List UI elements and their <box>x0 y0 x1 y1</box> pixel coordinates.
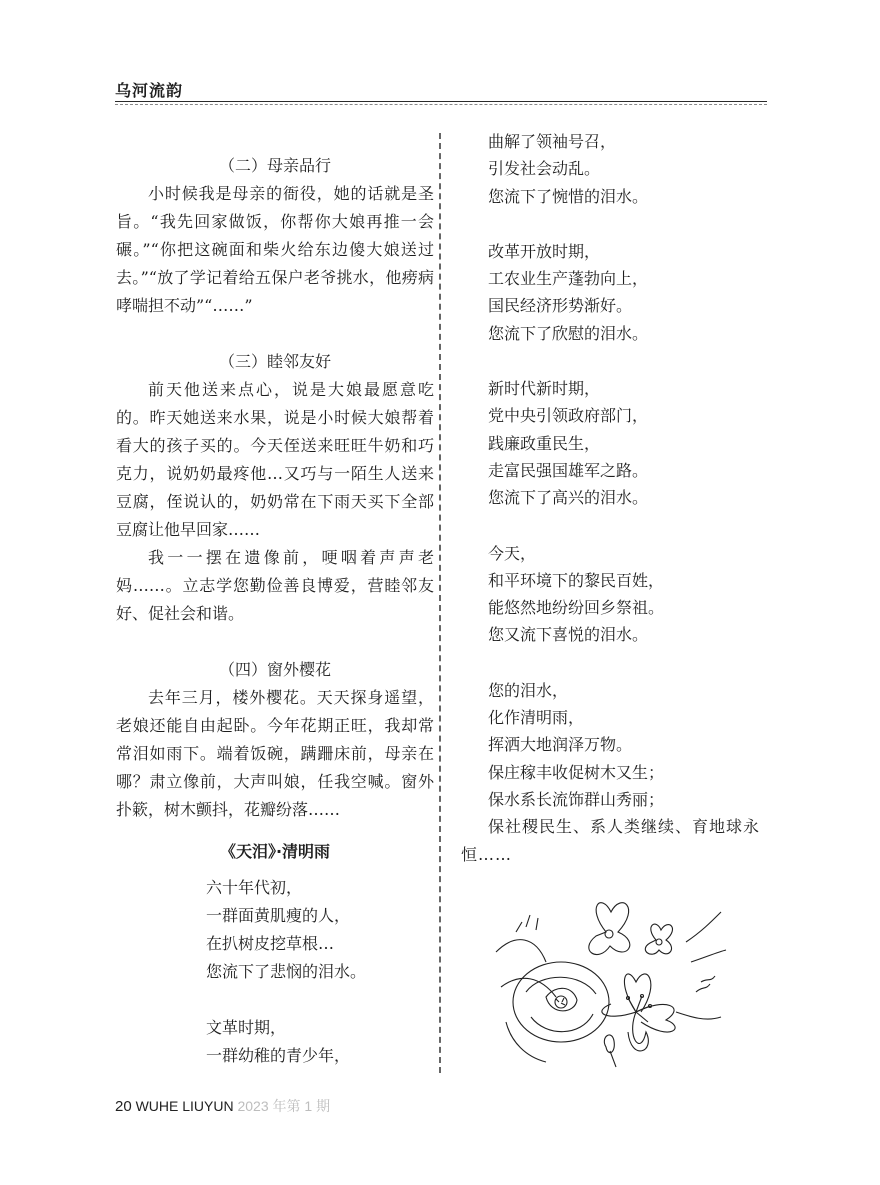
poem-line: 六十年代初， <box>206 878 303 897</box>
magazine-name: WUHE LIUYUN <box>135 1098 234 1114</box>
poem-line: 您流下了欣慰的泪水。 <box>488 323 649 343</box>
poem-title: 《天泪》·清明雨 <box>219 842 331 861</box>
poem-line: 工农业生产蓬勃向上， <box>488 269 649 289</box>
poem-line: 保水系长流饰群山秀丽； <box>488 789 665 809</box>
poem-line: 挥洒大地润泽万物。 <box>488 735 633 755</box>
paragraph: 我一一摆在遗像前，哽咽着声声老妈……。立志学您勤俭善良博爱，营睦邻友好、促社会和谐。 <box>116 548 434 623</box>
section-title: （三）睦邻友好 <box>218 352 331 371</box>
poem-line: 国民经济形势渐好。 <box>488 296 633 316</box>
flower-illustration-icon <box>486 892 730 1070</box>
section-title: （二）母亲品行 <box>218 156 331 175</box>
header-rule-dashed <box>115 104 767 105</box>
paragraph: 去年三月，楼外樱花。天天探身遥望，老娘还能自由起卧。今年花期正旺，我却常常泪如雨下。端着饭碗，蹒跚床前，母亲在哪？肃立像前，大声叫娘，任我空喊。窗外扑簌，树木颤抖，花瓣纷落…… <box>116 688 434 819</box>
footer <box>115 1096 330 1116</box>
left-column <box>116 152 434 1070</box>
poem-line: 保社稷民生、系人类继续、育地球永恒…… <box>461 817 761 864</box>
section-title: （四）窗外樱花 <box>218 660 331 679</box>
poem-line: 践廉政重民生， <box>488 433 601 453</box>
poem-line: 您的泪水， <box>488 680 569 700</box>
poem-line: 引发社会动乱。 <box>488 159 601 179</box>
poem-line: 曲解了领袖号召， <box>488 132 617 151</box>
poem-line: 党中央引领政府部门， <box>488 406 649 426</box>
poem-line: 您流下了悲悯的泪水。 <box>206 962 367 981</box>
poem-line: 走富民强国雄军之路。 <box>488 460 649 480</box>
poem-line: 保庄稼丰收促树木又生； <box>488 762 665 782</box>
poem-line: 文革时期， <box>206 1018 287 1037</box>
page-number: 20 <box>115 1098 132 1115</box>
paragraph: 小时候我是母亲的衙役，她的话就是圣旨。“我先回家做饭，你帮你大娘再推一会碾。”“你把这碗面和柴火给东边傻大娘送过去。”“放了学记着给五保户老爷挑水，他痨病哮喘担不动”“……” <box>116 184 434 315</box>
poem-line: 今天， <box>488 543 537 563</box>
column-divider <box>439 133 441 1073</box>
poem-line: 一群幼稚的青少年， <box>206 1046 351 1065</box>
issue-label: 2023 年第 1 期 <box>237 1098 331 1114</box>
poem-line: 您流下了惋惜的泪水。 <box>488 186 649 206</box>
right-column <box>461 128 771 868</box>
poem-line: 一群面黄肌瘦的人， <box>206 906 351 925</box>
poem-line: 和平环境下的黎民百姓， <box>488 570 665 590</box>
poem-line: 改革开放时期， <box>488 241 601 261</box>
poem-line: 新时代新时期， <box>488 379 601 399</box>
poem-line: 化作清明雨， <box>488 708 585 728</box>
paragraph: 前天他送来点心，说是大娘最愿意吃的。昨天她送来水果，说是小时候大娘帮着看大的孩子买的。今天侄送来旺旺牛奶和巧克力，说奶奶最疼他…又巧与一陌生人送来豆腐，侄说认的，奶奶常在下雨天买下全部豆腐让他早回家…… <box>116 380 434 539</box>
poem-line: 在扒树皮挖草根… <box>206 934 335 953</box>
header-rule <box>115 101 767 102</box>
header-title: 乌河流韵 <box>115 81 184 100</box>
poem-line: 您流下了高兴的泪水。 <box>488 488 649 508</box>
poem-line: 您又流下喜悦的泪水。 <box>488 625 649 645</box>
poem-line: 能悠然地纷纷回乡祭祖。 <box>488 598 665 618</box>
